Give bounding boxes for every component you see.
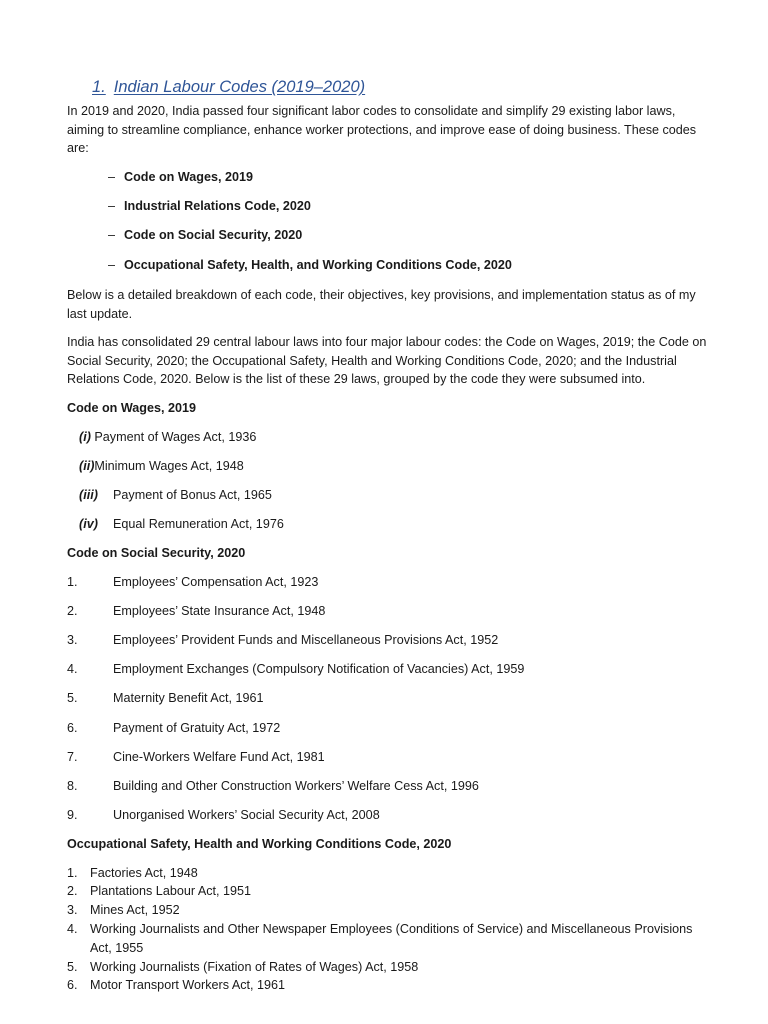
social-security-item: 9. Unorganised Workers’ Social Security Act, 2008 (67, 808, 380, 822)
social-security-item: 3. Employees’ Provident Funds and Miscellaneous Provisions Act, 1952 (67, 633, 499, 647)
wages-item: (ii)Minimum Wages Act, 1948 (79, 459, 244, 473)
social-security-item: 8. Building and Other Construction Workers’ Welfare Cess Act, 1996 (67, 779, 479, 793)
social-security-heading: Code on Social Security, 2020 (67, 546, 246, 560)
section-heading (92, 78, 365, 97)
wages-item: (iv) Equal Remuneration Act, 1976 (79, 517, 284, 531)
wages-heading: Code on Wages, 2019 (67, 401, 197, 415)
code-item: – Code on Wages, 2019 (108, 170, 254, 184)
social-security-item: 7. Cine-Workers Welfare Fund Act, 1981 (67, 750, 325, 764)
osh-item: 6. Motor Transport Workers Act, 1961 (67, 978, 286, 992)
osh-item: 2. Plantations Labour Act, 1951 (67, 884, 252, 898)
osh-item: 3. Mines Act, 1952 (67, 903, 180, 917)
breakdown-paragraph: Below is a detailed breakdown of each code, their objectives, key provisions, and implementation status as of my last update. (67, 288, 696, 321)
intro-paragraph: In 2019 and 2020, India passed four significant labor codes to consolidate and simplify 29 existing labor laws, aiming to streamline compliance, enhance worker protections, and improve ease of doing business. These codes are: (67, 104, 697, 155)
wages-item: (i) Payment of Wages Act, 1936 (79, 430, 257, 444)
osh-item: 5. Working Journalists (Fixation of Rates of Wages) Act, 1958 (67, 960, 419, 974)
social-security-item: 4. Employment Exchanges (Compulsory Notification of Vacancies) Act, 1959 (67, 662, 525, 676)
osh-item: 1. Factories Act, 1948 (67, 866, 198, 880)
wages-item: (iii) Payment of Bonus Act, 1965 (79, 488, 272, 502)
social-security-item: 1. Employees’ Compensation Act, 1923 (67, 575, 319, 589)
code-item: – Code on Social Security, 2020 (108, 228, 303, 242)
osh-item: 4. Working Journalists and Other Newspaper Employees (Conditions of Service) and Miscellaneous Provisions Act, 1955 (67, 922, 693, 955)
social-security-item: 5. Maternity Benefit Act, 1961 (67, 691, 264, 705)
section-title: Indian Labour Codes (2019–2020) (113, 78, 366, 96)
code-item: – Industrial Relations Code, 2020 (108, 199, 311, 213)
consolidation-paragraph: India has consolidated 29 central labour laws into four major labour codes: the Code on Wages, 2019; the Code on Social Security, 2020; the Occupational Safety, Health and Working Conditions Code, 2020; and the Industrial Relations Code, 2020. Below is the list of these 29 laws, grouped by the code they were subsumed into. (67, 335, 707, 386)
social-security-item: 6. Payment of Gratuity Act, 1972 (67, 721, 281, 735)
osh-heading: Occupational Safety, Health and Working Conditions Code, 2020 (67, 837, 452, 851)
code-item: – Occupational Safety, Health, and Working Conditions Code, 2020 (108, 258, 512, 272)
section-number: 1. (92, 78, 106, 96)
social-security-item: 2. Employees’ State Insurance Act, 1948 (67, 604, 326, 618)
